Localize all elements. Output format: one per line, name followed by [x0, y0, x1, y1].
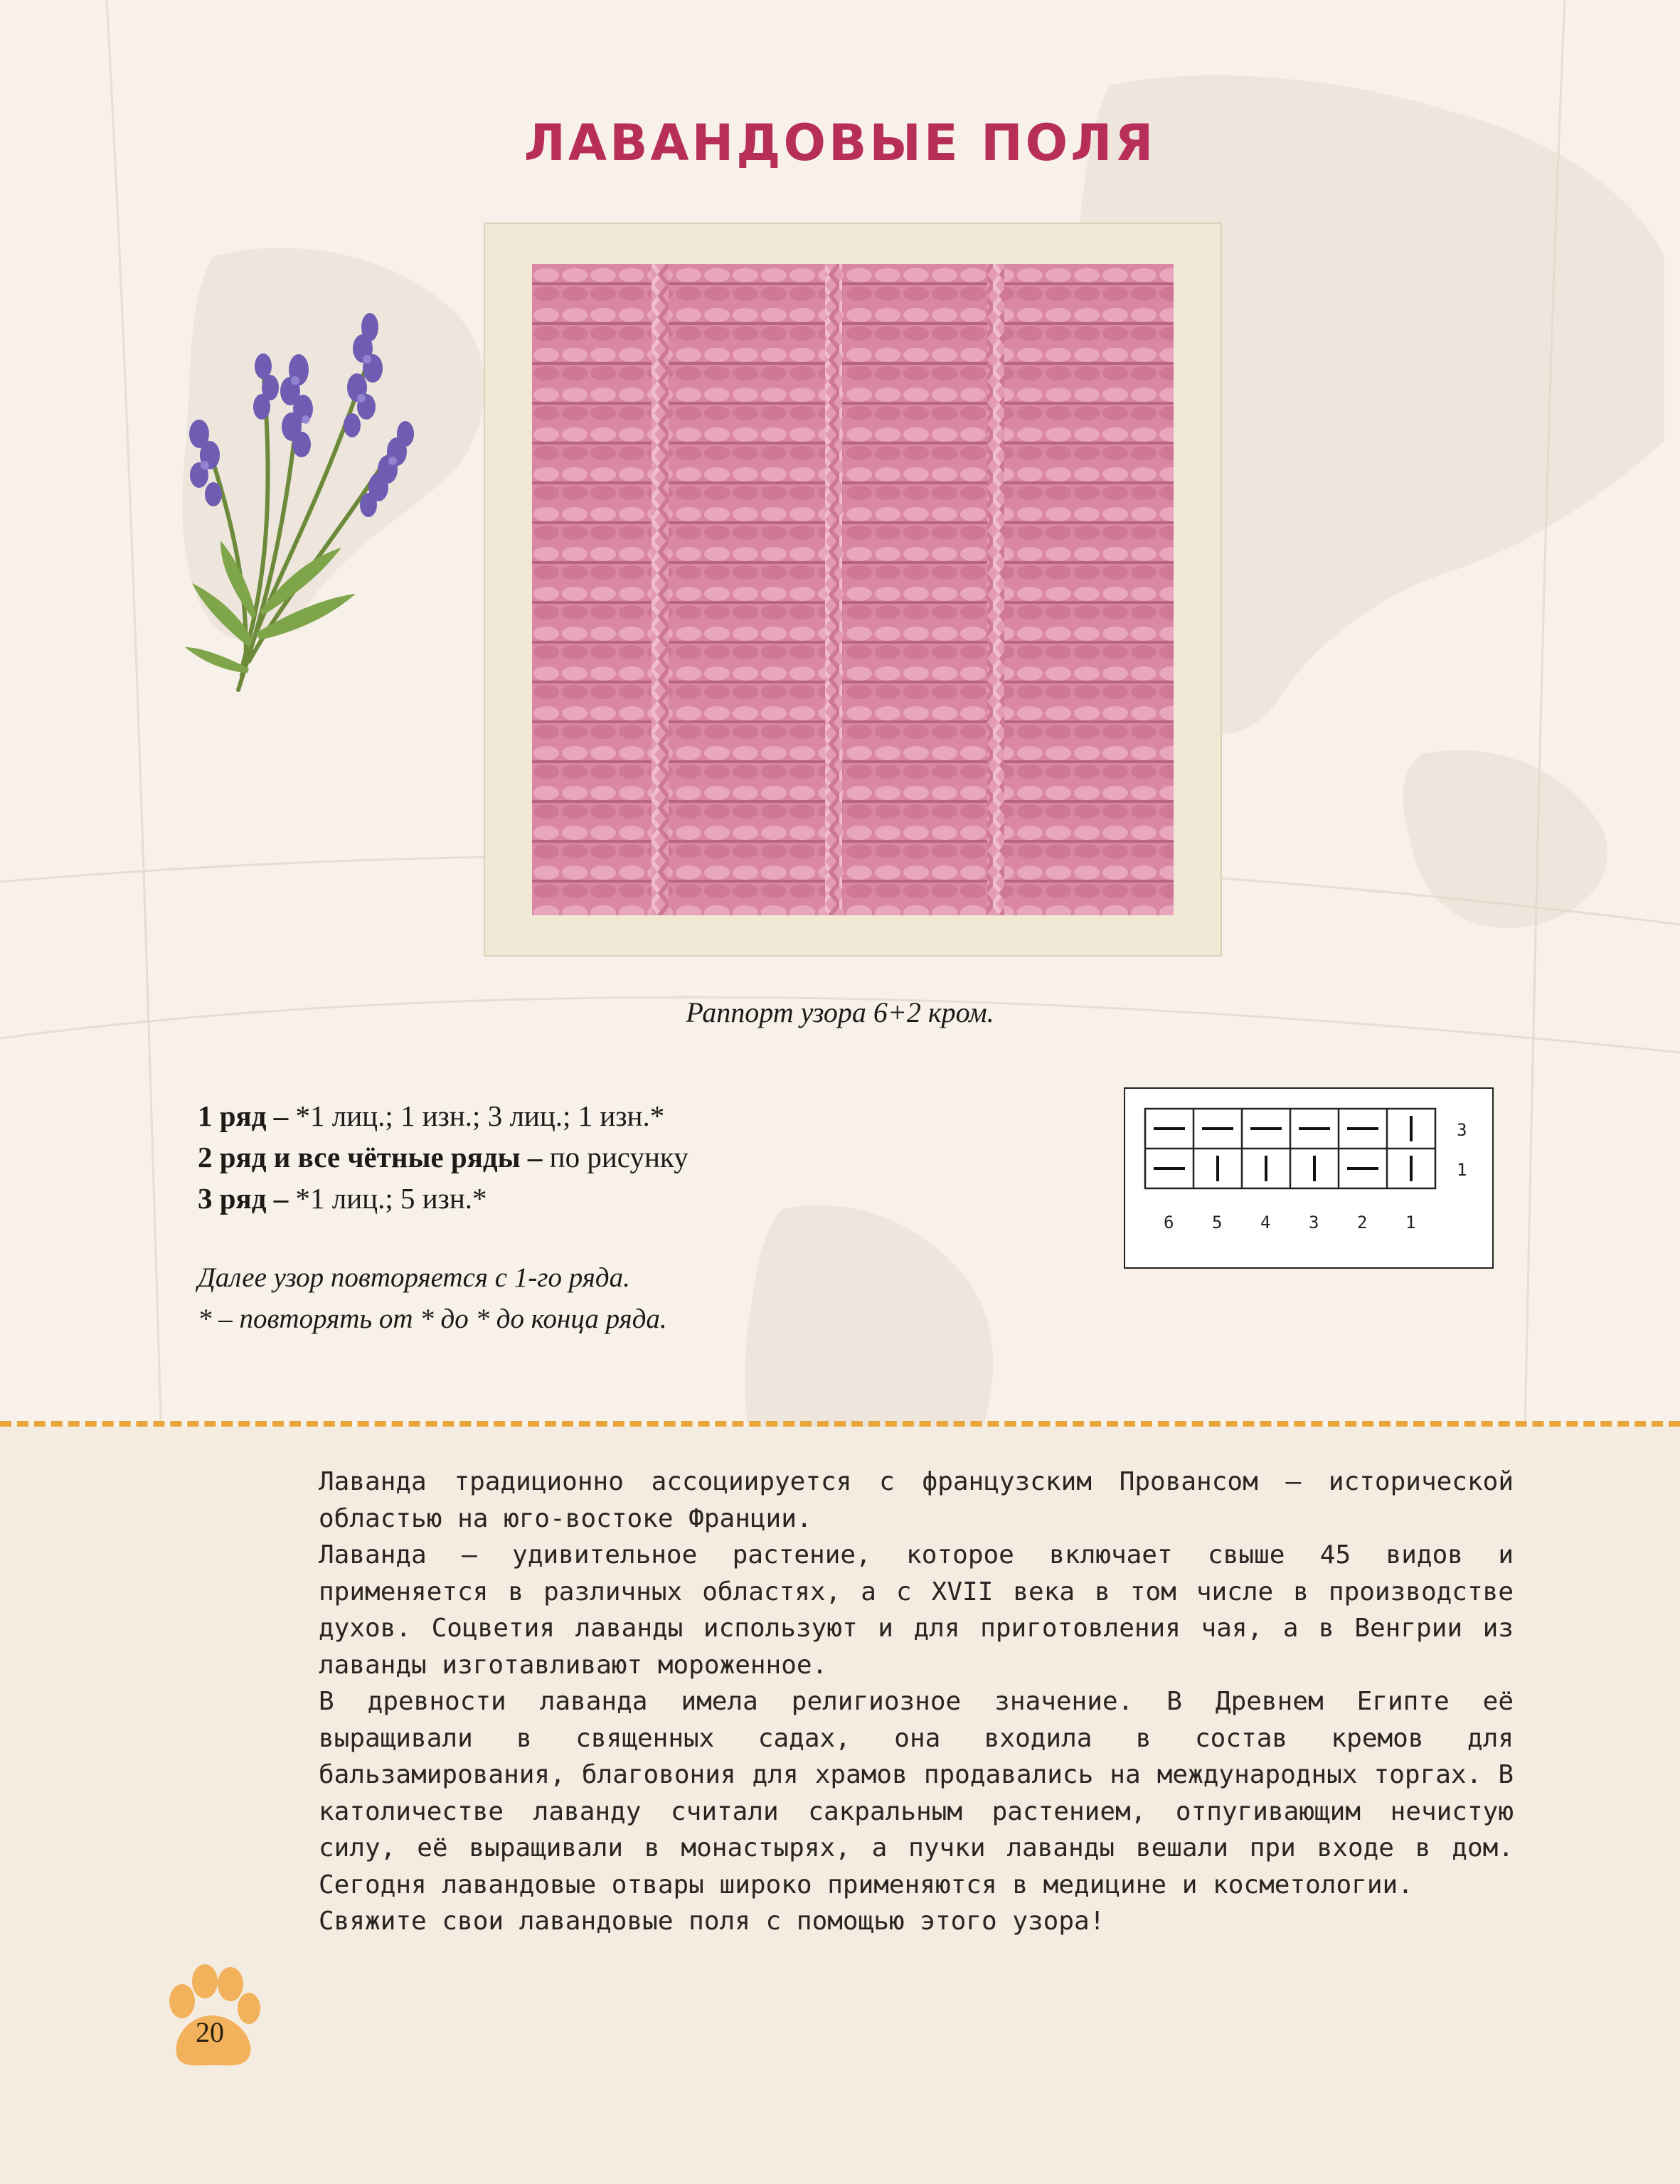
essay-paragraph: В древности лаванда имела религиозное значение. В Древнем Египте её выращивали в священных садах, она входила в состав кремов для бальзамирования, благовония для храмов продавались на международных торгах. В католичестве лаванду считали сакральным растением, отпугивающим нечистую силу, её выращивали в монастырях, а пучки лаванды вешали при входе в дом. Сегодня лавандовые отвары широко применяются в медицине и косметологии. — [319, 1687, 1514, 1900]
essay-paragraph: Лаванда – удивительное растение, которое включает свыше 45 видов и применяется в различных областях, а с XVII века в том числе в производстве духов. Соцветия лаванды используют и для приготовления чая, а в Венгрии из лаванды изготавливают мороженное. — [319, 1540, 1514, 1680]
row-instruction — [198, 1136, 689, 1178]
section-divider — [0, 1421, 1680, 1427]
swatch-photo-frame — [484, 223, 1222, 957]
essay-paragraph: Свяжите свои лавандовые поля с помощью этого узора! — [319, 1907, 1105, 1936]
row-instruction — [198, 1095, 689, 1136]
lavender-illustration — [171, 313, 427, 711]
essay-paragraph: Лаванда традиционно ассоциируется с французским Провансом – исторической областью на юго-востоке Франции. — [319, 1467, 1514, 1533]
pattern-repeat-caption: Раппорт узора 6+2 кром. — [686, 996, 994, 1028]
row-label: 3 ряд – — [198, 1182, 289, 1215]
lavender-flowers — [189, 313, 414, 517]
chart-column-label: 2 — [1357, 1213, 1368, 1232]
row-label: 1 ряд – — [198, 1099, 289, 1132]
row-text: по рисунку — [542, 1141, 689, 1173]
pattern-notes — [198, 1257, 667, 1340]
knitting-chart — [1124, 1087, 1494, 1269]
row-instruction — [198, 1178, 689, 1219]
row-label: 2 ряд и все чётные ряды – — [198, 1141, 543, 1173]
lavender-essay — [319, 1464, 1514, 1940]
knitted-swatch-image — [532, 264, 1174, 915]
row-text: *1 лиц.; 5 изн.* — [288, 1182, 487, 1215]
chart-column-label: 1 — [1405, 1213, 1416, 1232]
chart-row-label: 1 — [1457, 1160, 1467, 1180]
chart-column-label: 5 — [1212, 1213, 1223, 1232]
page-number: 20 — [196, 2016, 224, 2048]
chart-row-label: 3 — [1457, 1120, 1467, 1140]
note-line: * – повторять от * до * до конца ряда. — [198, 1304, 667, 1334]
chart-column-label: 3 — [1309, 1213, 1319, 1232]
page-title: ЛАВАНДОВЫЕ ПОЛЯ — [523, 114, 1157, 172]
row-text: *1 лиц.; 1 изн.; 3 лиц.; 1 изн.* — [288, 1099, 665, 1132]
chart-column-label: 4 — [1260, 1213, 1271, 1232]
knitting-chart-grid — [1125, 1089, 1492, 1267]
chart-column-label: 6 — [1164, 1213, 1174, 1232]
note-line: Далее узор повторяется с 1-го ряда. — [198, 1262, 630, 1293]
row-instructions — [198, 1095, 689, 1219]
